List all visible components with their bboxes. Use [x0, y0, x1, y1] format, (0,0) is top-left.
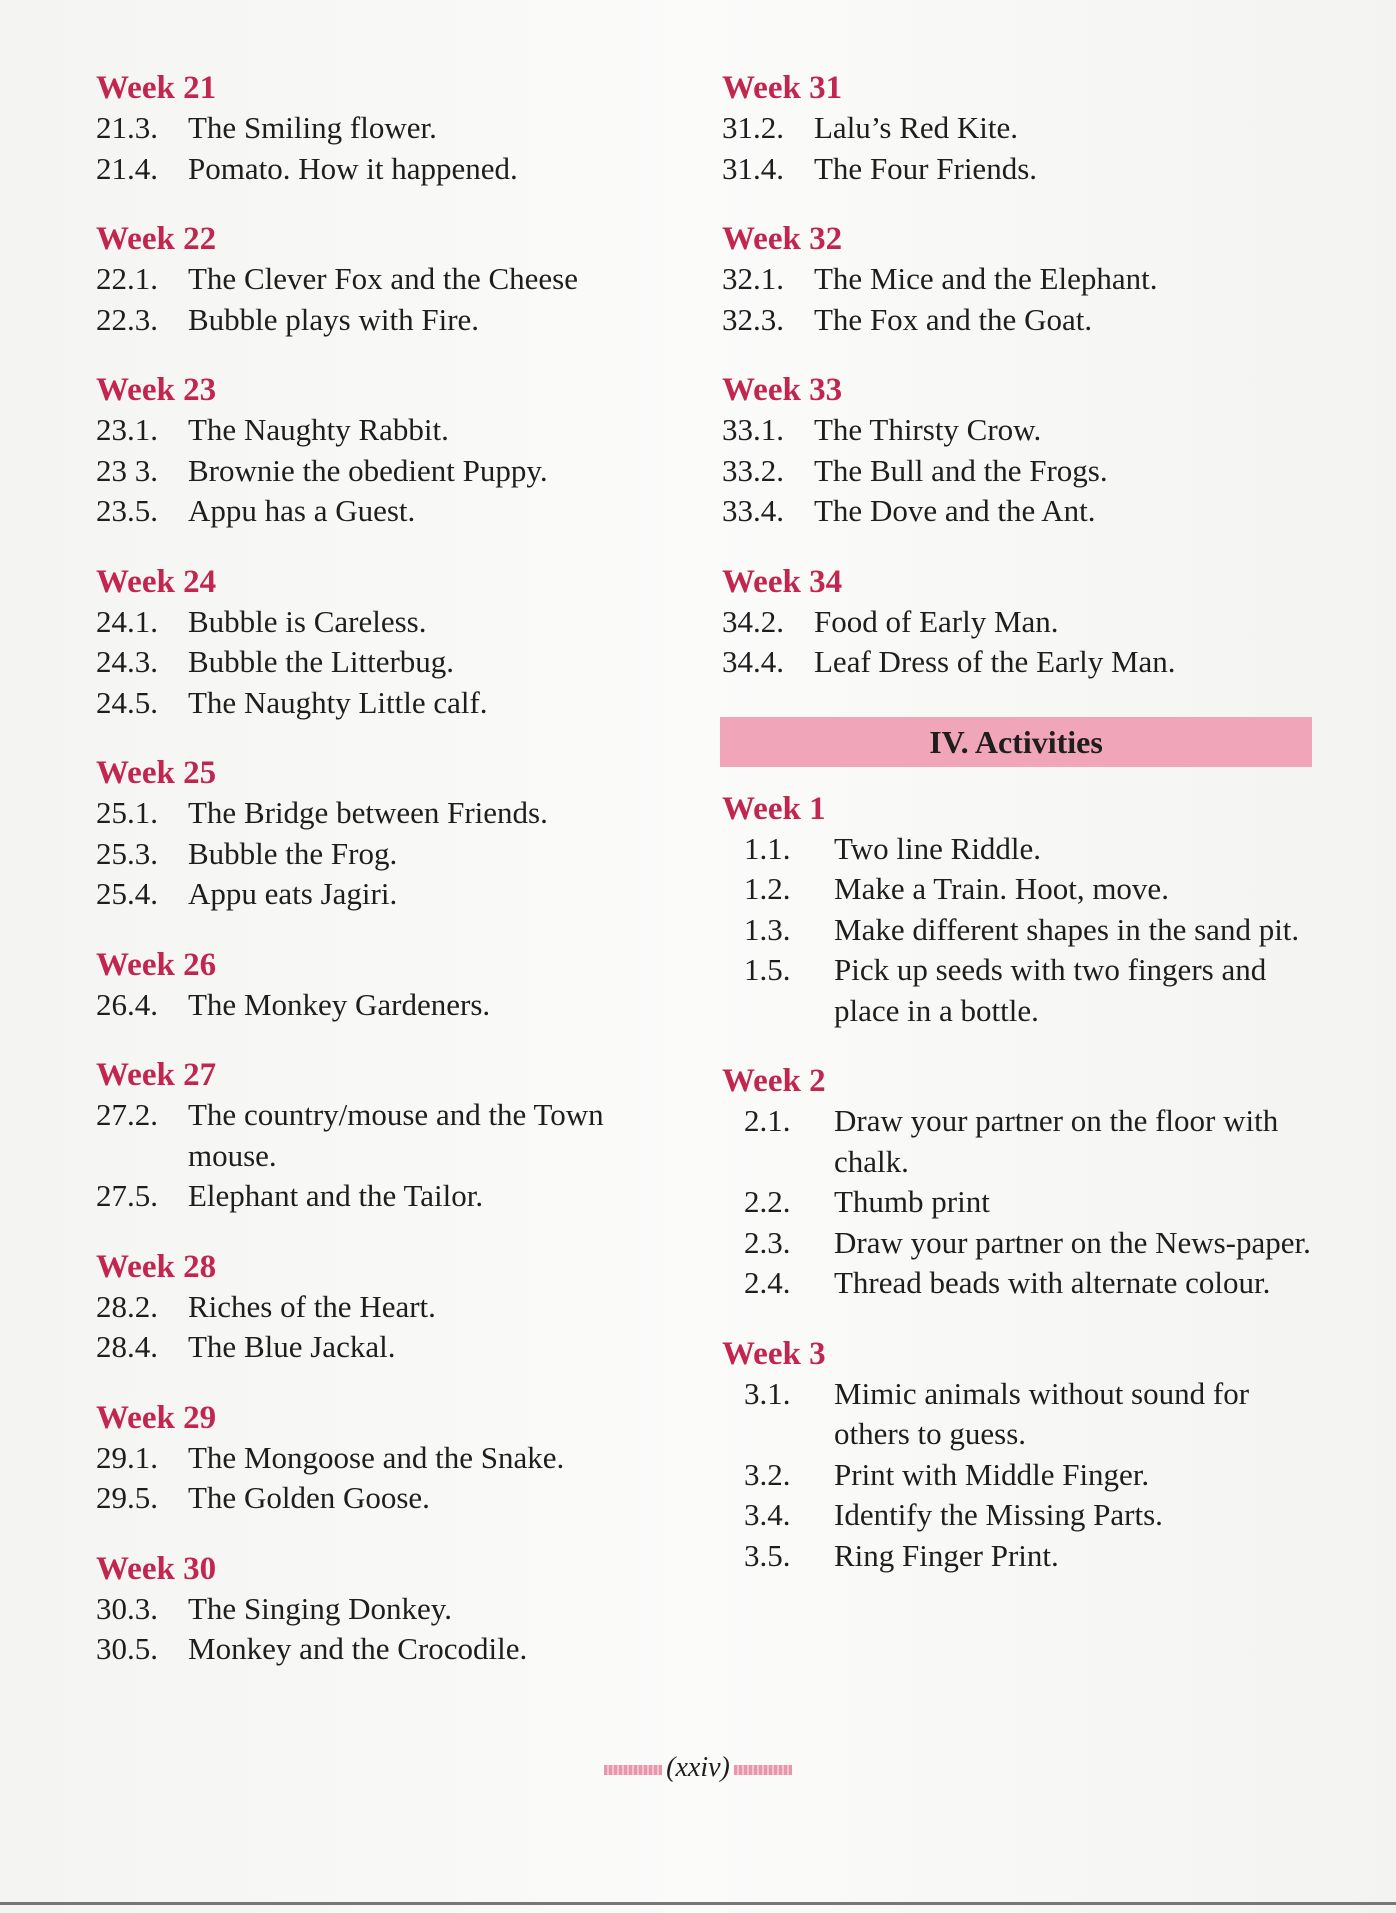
item-title: Draw your partner on the floor with chalk. [834, 1103, 1279, 1179]
item-title: The Thirsty Crow. [814, 412, 1042, 447]
week-spacer [96, 1368, 696, 1398]
item-number: 1.5. [744, 952, 791, 987]
item-title: Elephant and the Tailor. [188, 1178, 484, 1213]
list-item [722, 950, 1322, 1031]
list-item [96, 1327, 696, 1368]
list-item [96, 1287, 696, 1328]
week-heading: Week 31 [722, 70, 843, 106]
item-title: The Singing Donkey. [188, 1590, 453, 1626]
week-spacer [96, 340, 696, 370]
week-spacer [96, 1025, 696, 1055]
item-title: The Dove and the Ant. [814, 493, 1096, 528]
list-item [96, 259, 696, 300]
list-item [96, 683, 696, 724]
item-number: 27.5. [96, 1178, 158, 1213]
week-spacer [96, 915, 696, 945]
week-heading: Week 2 [722, 1063, 826, 1099]
week-heading: Week 34 [722, 563, 843, 600]
item-number: 22.3. [96, 301, 158, 337]
list-item [96, 451, 696, 492]
item-number: 34.4. [722, 644, 784, 679]
week-heading: Week 29 [96, 1399, 217, 1436]
footer-ornament-left [604, 1765, 662, 1775]
item-title: Thread beads with alternate colour. [834, 1265, 1271, 1300]
item-title: Bubble is Careless. [188, 603, 427, 639]
item-number: 24.1. [96, 603, 158, 639]
item-title: Print with Middle Finger. [834, 1456, 1150, 1492]
item-title: Appu has a Guest. [188, 493, 416, 528]
list-item [722, 1536, 1322, 1577]
item-title: Riches of the Heart. [188, 1288, 436, 1324]
item-number: 32.1. [722, 261, 784, 296]
list-item [96, 1176, 696, 1217]
week-heading: Week 1 [722, 790, 826, 827]
week-spacer [96, 723, 696, 753]
list-item [96, 602, 696, 643]
week-spacer [722, 532, 1322, 562]
list-item [722, 1182, 1322, 1223]
list-item [722, 910, 1322, 951]
list-item [722, 1495, 1322, 1536]
week-spacer [722, 1031, 1322, 1061]
list-item [96, 1589, 696, 1630]
week-spacer [722, 1304, 1322, 1334]
list-item [722, 451, 1322, 492]
list-item [96, 1095, 696, 1176]
item-title: The Monkey Gardeners. [188, 986, 491, 1022]
list-item [96, 793, 696, 834]
item-title: Mimic animals without sound for others to guess. [834, 1375, 1250, 1451]
item-title: Pick up seeds with two fingers and place in a bottle. [834, 952, 1267, 1028]
item-number: 33.1. [722, 412, 784, 447]
list-item [722, 869, 1322, 910]
item-title: Monkey and the Crocodile. [188, 1631, 528, 1666]
item-number: 33.4. [722, 493, 784, 528]
week-heading: Week 28 [96, 1248, 217, 1285]
item-number: 29.5. [96, 1480, 158, 1515]
item-number: 29.1. [96, 1439, 158, 1475]
week-heading: Week 3 [722, 1335, 826, 1372]
stories-column-right [722, 68, 1322, 1576]
week-heading: Week 26 [96, 946, 217, 983]
list-item [96, 1478, 696, 1519]
item-title: Draw your partner on the News-paper. [834, 1224, 1311, 1260]
list-item [96, 108, 696, 149]
item-number: 22.1. [96, 261, 158, 296]
week-heading: Week 21 [96, 70, 217, 106]
item-number: 23 3. [96, 452, 158, 488]
list-item [722, 259, 1322, 300]
week-heading: Week 33 [722, 372, 843, 408]
list-item [96, 149, 696, 190]
item-number: 21.3. [96, 110, 158, 145]
item-title: The Clever Fox and the Cheese [188, 261, 578, 296]
list-item [96, 985, 696, 1026]
item-title: Make different shapes in the sand pit. [834, 911, 1300, 947]
item-title: The Blue Jackal. [188, 1329, 396, 1364]
item-number: 3.5. [744, 1537, 791, 1573]
week-spacer [96, 532, 696, 562]
item-title: The Smiling flower. [188, 110, 437, 145]
item-number: 31.2. [722, 110, 784, 145]
list-item [722, 1223, 1322, 1264]
item-number: 3.1. [744, 1375, 791, 1411]
footer-ornament-right [734, 1765, 792, 1775]
list-item [722, 108, 1322, 149]
item-title: Brownie the obedient Puppy. [188, 452, 548, 488]
item-number: 21.4. [96, 150, 158, 186]
list-item [96, 1629, 696, 1670]
item-number: 2.3. [744, 1224, 791, 1260]
item-number: 34.2. [722, 603, 784, 639]
item-number: 2.2. [744, 1184, 791, 1219]
item-number: 28.4. [96, 1329, 158, 1364]
week-heading: Week 23 [96, 372, 217, 408]
list-item [96, 300, 696, 341]
list-item [722, 1263, 1322, 1304]
page-footer [0, 1752, 1396, 1784]
item-number: 25.1. [96, 795, 158, 830]
list-item [722, 1455, 1322, 1496]
item-number: 26.4. [96, 986, 158, 1022]
item-title: The Naughty Rabbit. [188, 412, 449, 447]
week-heading: Week 30 [96, 1550, 217, 1587]
item-number: 1.1. [744, 830, 791, 866]
item-number: 3.2. [744, 1456, 791, 1492]
item-title: Bubble the Litterbug. [188, 644, 455, 679]
list-item [96, 1438, 696, 1479]
item-title: The Four Friends. [814, 150, 1038, 186]
item-number: 33.2. [722, 452, 784, 488]
item-number: 32.3. [722, 301, 784, 337]
item-number: 23.1. [96, 412, 158, 447]
week-spacer [96, 1519, 696, 1549]
item-number: 23.5. [96, 493, 158, 528]
list-item [722, 491, 1322, 532]
week-heading: Week 24 [96, 563, 217, 600]
list-item [722, 1101, 1322, 1182]
item-title: The Naughty Little calf. [188, 684, 488, 720]
week-heading: Week 32 [722, 221, 843, 257]
item-title: The country/mouse and the Town mouse. [188, 1097, 604, 1173]
item-number: 28.2. [96, 1288, 158, 1324]
week-heading: Week 27 [96, 1057, 217, 1093]
item-title: Pomato. How it happened. [188, 150, 518, 186]
item-title: The Mice and the Elephant. [814, 261, 1158, 296]
stories-column-left [96, 68, 696, 1670]
week-heading: Week 25 [96, 755, 217, 791]
week-spacer [722, 189, 1322, 219]
list-item [722, 1374, 1322, 1455]
week-spacer [96, 1217, 696, 1247]
list-item [722, 410, 1322, 451]
list-item [722, 149, 1322, 190]
item-number: 1.2. [744, 871, 791, 906]
item-title: Make a Train. Hoot, move. [834, 871, 1169, 906]
item-title: The Bridge between Friends. [188, 795, 548, 830]
bottom-border [0, 1902, 1396, 1905]
item-title: Appu eats Jagiri. [188, 876, 398, 911]
item-number: 25.3. [96, 835, 158, 871]
item-number: 27.2. [96, 1097, 158, 1132]
item-title: The Bull and the Frogs. [814, 452, 1108, 488]
list-item [722, 829, 1322, 870]
week-spacer [722, 340, 1322, 370]
item-title: Two line Riddle. [834, 830, 1042, 866]
list-item [96, 491, 696, 532]
list-item [722, 300, 1322, 341]
list-item [96, 874, 696, 915]
list-item [96, 834, 696, 875]
item-title: Food of Early Man. [814, 603, 1059, 639]
item-title: Identify the Missing Parts. [834, 1497, 1163, 1532]
list-item [96, 410, 696, 451]
week-spacer [96, 189, 696, 219]
item-number: 30.5. [96, 1631, 158, 1666]
list-item [96, 642, 696, 683]
item-number: 2.4. [744, 1265, 791, 1300]
item-number: 24.3. [96, 644, 158, 679]
section-heading-activities: IV. Activities [720, 717, 1312, 767]
item-title: Thumb print [834, 1184, 990, 1219]
item-number: 1.3. [744, 911, 791, 947]
item-number: 31.4. [722, 150, 784, 186]
item-title: Ring Finger Print. [834, 1537, 1059, 1573]
item-number: 30.3. [96, 1590, 158, 1626]
item-number: 2.1. [744, 1103, 791, 1138]
item-number: 3.4. [744, 1497, 791, 1532]
item-title: Leaf Dress of the Early Man. [814, 644, 1176, 679]
item-title: Bubble the Frog. [188, 835, 398, 871]
item-number: 25.4. [96, 876, 158, 911]
list-item [722, 642, 1322, 683]
item-title: The Golden Goose. [188, 1480, 430, 1515]
page-number: (xxiv) [666, 1752, 730, 1783]
item-number: 24.5. [96, 684, 158, 720]
item-title: Lalu’s Red Kite. [814, 110, 1019, 145]
item-title: Bubble plays with Fire. [188, 301, 480, 337]
week-heading: Week 22 [96, 221, 217, 257]
item-title: The Mongoose and the Snake. [188, 1439, 565, 1475]
list-item [722, 602, 1322, 643]
item-title: The Fox and the Goat. [814, 301, 1093, 337]
